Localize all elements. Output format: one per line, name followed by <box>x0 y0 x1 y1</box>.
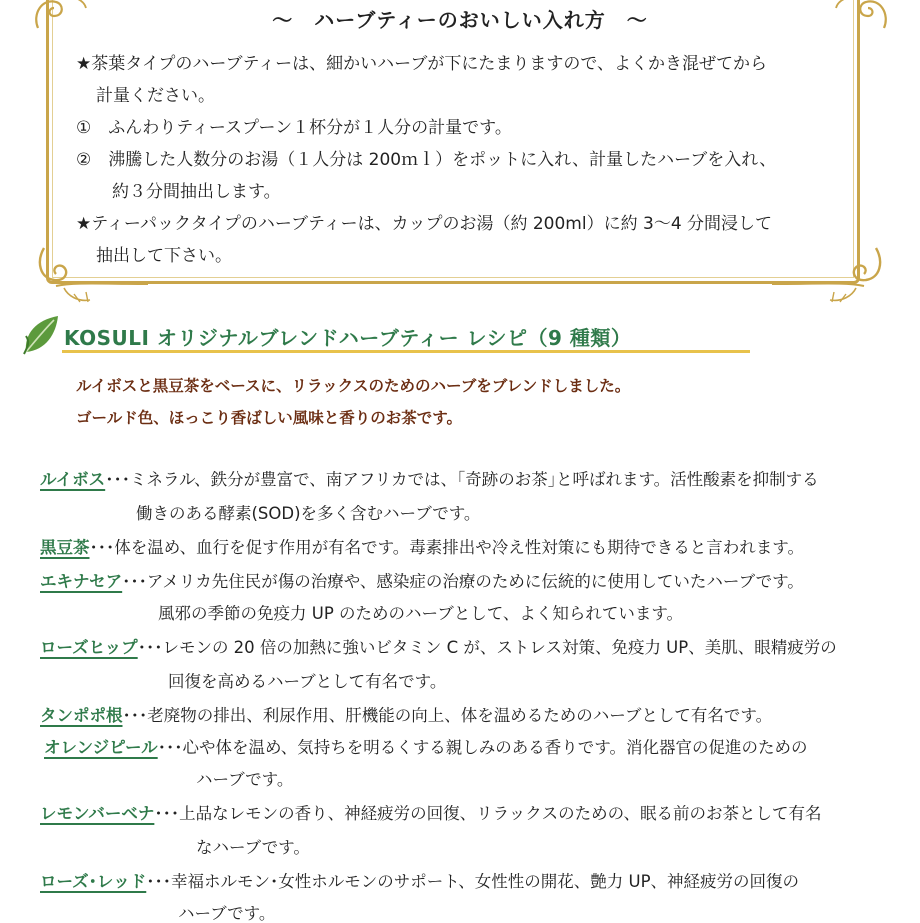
herb-name: オレンジピール <box>44 738 158 757</box>
herb-row-rooibos <box>40 472 819 489</box>
herb-row-echinacea <box>40 574 804 591</box>
herb-name: エキナセア <box>40 572 123 591</box>
herb-name: タンポポ根 <box>40 706 123 725</box>
herb-desc: ･･･老廃物の排出、利尿作用、肝機能の向上、体を温めるためのハーブとして有名です。 <box>122 706 773 725</box>
herb-name: 黒豆茶 <box>40 538 90 557</box>
intro-line: ゴールド色、ほっこり香ばしい風味と香りのお茶です。 <box>76 409 462 427</box>
herb-desc: ･･･心や体を温め、気持ちを明るくする親しみのある香りです。消化器官の促進のための <box>157 738 808 757</box>
herb-name: レモンバーベナ <box>40 804 155 823</box>
herb-name: ローズヒップ <box>40 638 138 657</box>
herb-desc-continued: ハーブです。 <box>178 904 276 923</box>
herb-desc: ･･･上品なレモンの香り、神経疲労の回復、リラックスのための、眠る前のお茶として有名 <box>154 804 822 823</box>
instruction-frame <box>46 0 860 284</box>
herb-row-black-bean <box>40 540 804 557</box>
herb-row-rose-red <box>40 874 799 891</box>
flourish-bottom-right-icon <box>766 244 886 308</box>
intro-line: ルイボスと黒豆茶をベースに、リラックスのためのハーブをブレンドしました。 <box>76 377 631 395</box>
herb-name: ルイボス <box>40 470 106 489</box>
herb-row-orange-peel <box>44 740 807 757</box>
herb-desc: ･･･ミネラル、鉄分が豊富で、南アフリカでは、｢奇跡のお茶｣と呼ばれます。活性酸素を抑制する <box>105 470 819 489</box>
herb-desc-continued: 風邪の季節の免疫力 UP のためのハーブとして、よく知られています。 <box>158 604 684 623</box>
herb-desc: ･･･体を温め、血行を促す作用が有名です。毒素排出や冷え性対策にも期待できると言われます。 <box>89 538 804 557</box>
box-line: ② 沸騰した人数分のお湯（１人分は 200ｍｌ）をポットに入れ、計量したハーブを入れ、 <box>76 150 777 170</box>
box-line: 抽出して下さい。 <box>96 246 232 266</box>
box-title: ～ ハーブティーのおいしい入れ方 ～ <box>272 8 648 32</box>
tea-leaf-icon <box>22 312 62 358</box>
title-underline <box>62 350 750 353</box>
herb-desc-continued: 働きのある酵素(SOD)を多く含むハーブです。 <box>136 504 481 523</box>
herb-desc: ･･･幸福ホルモン･女性ホルモンのサポート、女性性の開花、艶力 UP、神経疲労の回復の <box>146 872 800 891</box>
herb-desc-continued: 回復を高めるハーブとして有名です。 <box>168 672 447 691</box>
herb-row-lemon-verbena <box>40 806 821 823</box>
box-line: ★茶葉タイプのハーブティーは、細かいハーブが下にたまりますので、よくかき混ぜてから <box>76 54 767 74</box>
box-line: ① ふんわりティースプーン１杯分が１人分の計量です。 <box>76 118 512 138</box>
herb-desc-continued: なハーブです。 <box>196 838 310 857</box>
herb-desc-continued: ハーブです。 <box>196 770 294 789</box>
herb-desc: ･･･レモンの 20 倍の加熱に強いビタミン C が、ストレス対策、免疫力 UP、美肌、眼精疲労の <box>137 638 837 657</box>
herb-row-rosehip <box>40 640 837 657</box>
herb-name: ローズ･レッド <box>40 872 147 891</box>
box-line: 約３分間抽出します。 <box>112 182 281 202</box>
herb-row-dandelion-root <box>40 708 772 725</box>
section-title: KOSULI オリジナルブレンドハーブティー レシピ（9 種類） <box>64 326 632 350</box>
box-line: ★ティーパックタイプのハーブティーは、カップのお湯（約 200ml）に約 3～4 分間浸して <box>76 214 773 234</box>
box-line: 計量ください。 <box>96 86 215 106</box>
herb-desc: ･･･アメリカ先住民が傷の治療や、感染症の治療のために伝統的に使用していたハーブです。 <box>122 572 804 591</box>
